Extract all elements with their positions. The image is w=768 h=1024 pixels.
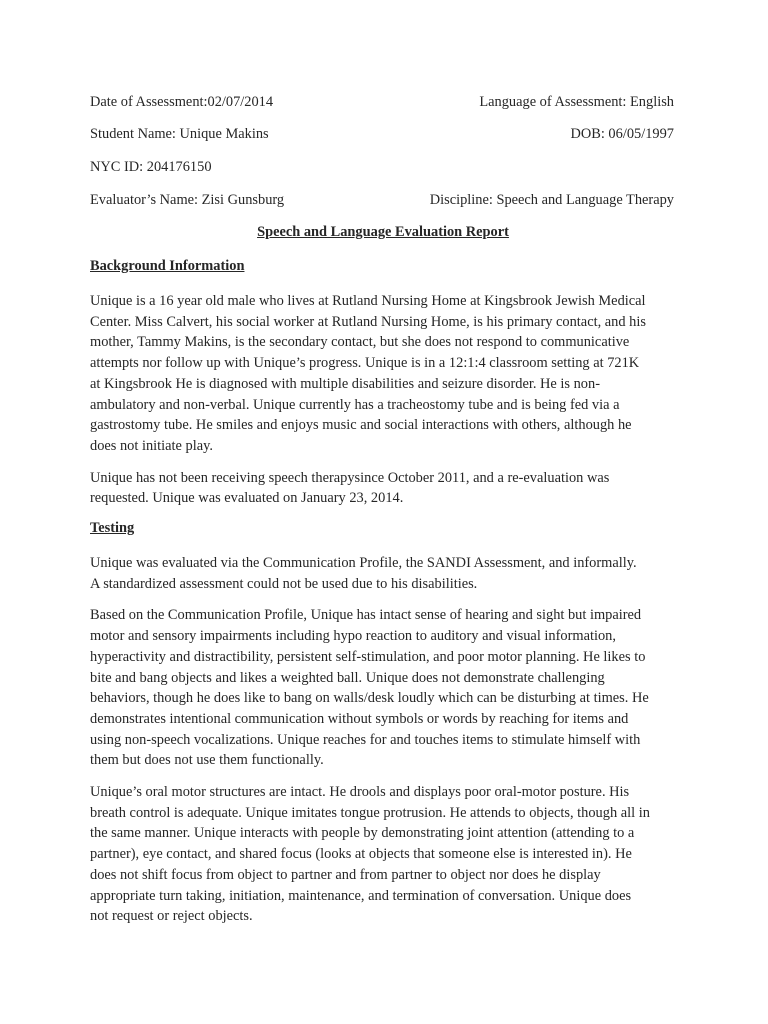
text-line: demonstrates intentional communication without symbols or words by reaching for items and <box>90 710 629 727</box>
text-line: Center. Miss Calvert, his social worker at Rutland Nursing Home, is his primary contact, and his <box>90 313 646 330</box>
text-line: Based on the Communication Profile, Unique has intact sense of hearing and sight but impaired <box>90 607 642 624</box>
text-line: gastrostomy tube. He smiles and enjoys music and social interactions with others, although he <box>90 417 632 434</box>
text-line: requested. Unique was evaluated on January 23, 2014. <box>90 490 404 507</box>
text-line: Unique’s oral motor structures are intact. He drools and displays poor oral-motor posture. His <box>90 784 630 801</box>
header-row-4 <box>90 192 676 209</box>
text-line: Unique has not been receiving speech therapysince October 2011, and a re-evaluation was <box>90 469 610 486</box>
text-line: Unique is a 16 year old male who lives at Rutland Nursing Home at Kingsbrook Jewish Medical <box>90 293 646 309</box>
text-line: does not shift focus from object to partner and from partner to object nor does he display <box>90 866 601 883</box>
date-of-assessment: Date of Assessment:02/07/2014 <box>90 94 274 110</box>
background-paragraph-1 <box>90 291 676 457</box>
text-line: does not initiate play. <box>90 437 213 454</box>
text-line: partner), eye contact, and shared focus (looks at objects that someone else is interested in). He <box>90 846 632 863</box>
text-line: them but does not use them functionally. <box>90 752 324 769</box>
text-line: appropriate turn taking, initiation, maintenance, and termination of conversation. Unique does <box>90 887 632 904</box>
text-line: using non-speech vocalizations. Unique reaches for and touches items to stimulate himself with <box>90 731 641 748</box>
header-row-1 <box>90 94 676 111</box>
discipline: Discipline: Speech and Language Therapy <box>429 192 674 208</box>
text-line: Unique was evaluated via the Communication Profile, the SANDI Assessment, and informally. <box>90 555 637 572</box>
evaluator-name: Evaluator’s Name: Zisi Gunsburg <box>90 192 285 208</box>
text-line: attempts nor follow up with Unique’s progress. Unique is in a 12:1:4 classroom setting at 721K <box>90 355 640 372</box>
header-row-3 <box>90 159 676 176</box>
text-line: motor and sensory impairments including hypo reaction to auditory and visual information, <box>90 628 616 645</box>
text-line: A standardized assessment could not be used due to his disabilities. <box>90 575 478 592</box>
text-line: ambulatory and non-verbal. Unique currently has a tracheostomy tube and is being fed via a <box>90 396 620 413</box>
text-line: not request or reject objects. <box>90 908 253 925</box>
section-heading-background: Background Information <box>90 258 245 274</box>
report-title: Speech and Language Evaluation Report <box>257 224 509 240</box>
background-paragraph-2 <box>90 468 676 509</box>
testing-paragraph-3 <box>90 782 676 927</box>
section-heading-testing: Testing <box>90 520 135 537</box>
text-line: bite and bang objects and likes a weighted ball. Unique does not demonstrate challenging <box>90 669 605 686</box>
testing-paragraph-2 <box>90 605 676 771</box>
text-line: hyperactivity and distractibility, persistent self-stimulation, and poor motor planning. He likes to <box>90 648 646 665</box>
language-of-assessment: Language of Assessment: English <box>479 94 674 110</box>
header-row-2 <box>90 126 676 143</box>
text-line: breath control is adequate. Unique imitates tongue protrusion. He attends to objects, though all in <box>90 804 650 821</box>
student-name: Student Name: Unique Makins <box>90 126 269 142</box>
text-line: at Kingsbrook He is diagnosed with multiple disabilities and seizure disorder. He is non- <box>90 375 600 392</box>
testing-paragraph-1 <box>90 553 676 594</box>
nyc-id: NYC ID: 204176150 <box>90 159 212 175</box>
text-line: the same manner. Unique interacts with people by demonstrating joint attention (attending to a <box>90 825 635 842</box>
text-line: behaviors, though he does like to bang on walls/desk loudly which can be disturbing at times. He <box>90 690 649 707</box>
text-line: mother, Tammy Makins, is the secondary contact, but she does not respond to communicative <box>90 334 630 351</box>
document-page <box>90 94 676 938</box>
date-of-birth: DOB: 06/05/1997 <box>570 126 674 142</box>
